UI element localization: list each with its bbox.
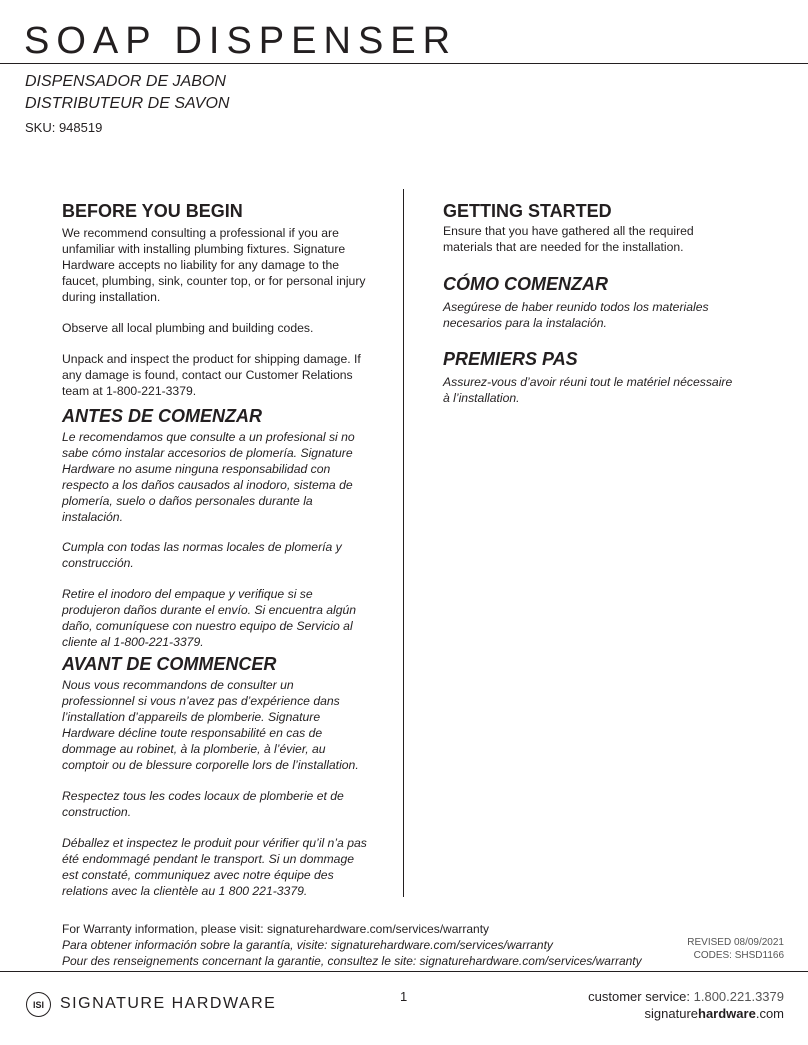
before-you-begin-text-1: We recommend consulting a professional if you are unfamiliar with installing plumbing fixtures. Signature Hardware accepts no liability for any damage to the faucet, plumbing, sink, counter top, or for personal injury during installation. [62, 226, 366, 304]
website-prefix: signature [644, 1006, 699, 1021]
antes-de-comenzar-heading: ANTES DE COMENZAR [62, 406, 263, 426]
website-suffix: .com [755, 1006, 784, 1021]
website-link[interactable] [645, 1006, 784, 1021]
warranty-english: For Warranty information, please visit: signaturehardware.com/services/warranty [62, 922, 490, 936]
title-divider [0, 63, 808, 64]
premiers-pas-heading: PREMIERS PAS [443, 349, 578, 369]
subtitle-spanish: DISPENSADOR DE JABON [25, 73, 226, 90]
before-you-begin-heading: BEFORE YOU BEGIN [62, 201, 243, 221]
customer-service-label: customer service: [588, 989, 690, 1004]
avant-de-commencer-text-3: Déballez et inspectez le produit pour vérifier qu’il n’a pas été endommagé pendant le transport. Si un dommage est constaté, communiquez avec notre équipe des relations avec la clientèle au 1 800 221-3379. [62, 836, 367, 898]
sku-label: SKU: 948519 [25, 120, 103, 135]
avant-de-commencer-text-1: Nous vous recommandons de consulter un professionnel si vous n’avez pas d’expérience dans l’installation d’appareils de plomberie. Signature Hardware décline toute responsabilité en cas de dommage au robinet, à la plomberie, à l’évier, au comptoir ou de blessure corporelle lors de l’installation. [62, 678, 359, 772]
document-title: SOAP DISPENSER [24, 20, 458, 62]
avant-de-commencer-heading: AVANT DE COMMENCER [62, 654, 277, 674]
avant-de-commencer-text-2: Respectez tous les codes locaux de plomberie et de construction. [62, 789, 344, 819]
getting-started-text: Ensure that you have gathered all the required materials that are needed for the installation. [443, 224, 694, 254]
before-you-begin-text-3: Unpack and inspect the product for shipping damage. If any damage is found, contact our Customer Relations team at 1-800-221-3379. [62, 352, 361, 398]
signature-hardware-logo-icon [26, 992, 51, 1017]
logo-mark-text: ISI [32, 999, 44, 1010]
product-codes: CODES: SHSD1166 [693, 950, 784, 961]
customer-service-line [588, 989, 784, 1004]
revised-date: REVISED 08/09/2021 [687, 937, 784, 948]
brand-name: SIGNATURE HARDWARE [60, 995, 277, 1012]
before-you-begin-text-2: Observe all local plumbing and building codes. [62, 321, 314, 335]
website-bold: hardware [698, 1006, 756, 1021]
como-comenzar-heading: CÓMO COMENZAR [443, 274, 608, 294]
premiers-pas-text: Assurez-vous d’avoir réuni tout le matériel nécessaire à l’installation. [443, 375, 733, 405]
warranty-french: Pour des renseignements concernant la garantie, consultez le site: signaturehardware.com/services/warranty [62, 954, 642, 968]
page-number: 1 [400, 989, 408, 1004]
warranty-spanish: Para obtener información sobre la garantía, visite: signaturehardware.com/services/warranty [62, 938, 553, 952]
antes-de-comenzar-text-1: Le recomendamos que consulte a un profesional si no sabe cómo instalar accesorios de plomería. Signature Hardware no asume ninguna responsabilidad con respecto a los daños causados al inodoro, sistema de plomería, suelo o daños personales durante la instalación. [62, 430, 355, 524]
column-divider [403, 189, 404, 897]
antes-de-comenzar-text-2: Cumpla con todas las normas locales de plomería y construcción. [62, 540, 342, 570]
getting-started-heading: GETTING STARTED [443, 201, 612, 221]
footer-divider [0, 971, 808, 972]
subtitle-french: DISTRIBUTEUR DE SAVON [25, 95, 230, 112]
customer-service-phone[interactable]: 1.800.221.3379 [693, 989, 784, 1004]
antes-de-comenzar-text-3: Retire el inodoro del empaque y verifique si se produjeron daños durante el envío. Si encuentra algún daño, comuníquese con nuestro equipo de Servicio al cliente al 1-800-221-3379. [62, 587, 357, 649]
como-comenzar-text: Asegúrese de haber reunido todos los materiales necesarios para la instalación. [443, 300, 709, 330]
